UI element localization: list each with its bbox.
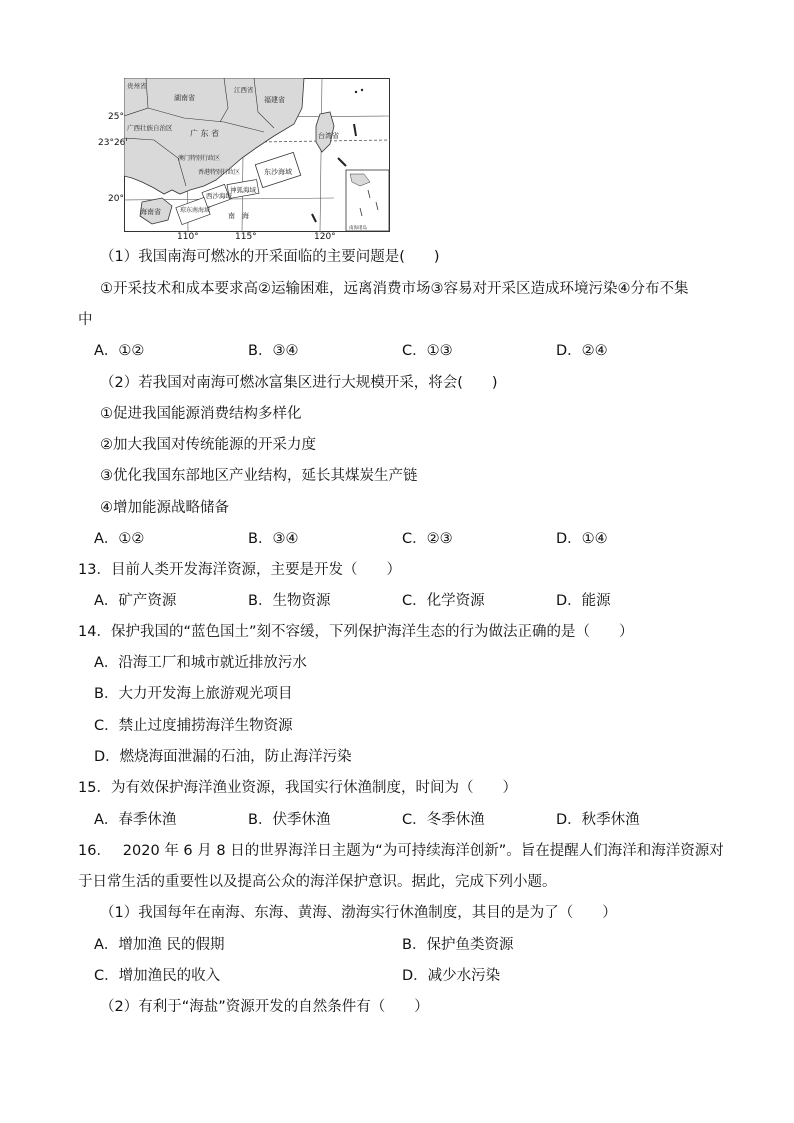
q12-sub2-statement-4: ④增加能源战略储备 bbox=[100, 500, 229, 516]
option-a[interactable]: A．①② bbox=[94, 343, 145, 359]
q15-options bbox=[94, 810, 640, 830]
map-label-guangxi: 广西壮族自治区 bbox=[127, 124, 173, 132]
q15-stem: 15．为有效保护海洋渔业资源，我国实行休渔制度，时间为（ ） bbox=[78, 780, 517, 796]
map-label-fujian: 福建省 bbox=[264, 96, 285, 104]
q13-options bbox=[94, 591, 611, 611]
q14-stem: 14．保护我国的“蓝色国土”刻不容缓，下列保护海洋生态的行为做法正确的是（ ） bbox=[78, 624, 634, 640]
q16-sub1-options-row2 bbox=[94, 966, 500, 986]
option-b[interactable]: B．③④ bbox=[248, 531, 299, 547]
option-c[interactable]: C．化学资源 bbox=[402, 593, 485, 609]
south-china-sea-map bbox=[124, 78, 390, 232]
map-label-dongsha: 东沙海域 bbox=[264, 168, 292, 176]
option-c[interactable]: C．②③ bbox=[402, 531, 453, 547]
option-d[interactable]: D．①④ bbox=[556, 531, 608, 547]
map-label-hainan: 海南省 bbox=[140, 208, 161, 216]
option-b[interactable]: B．③④ bbox=[248, 343, 299, 359]
q12-sub2-options bbox=[94, 529, 608, 549]
map-label-inset: 南海诸岛 bbox=[349, 226, 367, 231]
q12-sub2-stem: （2）若我国对南海可燃冰富集区进行大规模开采，将会( ) bbox=[100, 375, 498, 391]
map-label-nanhai: 南 海 bbox=[228, 212, 249, 220]
map-label-macau: 澳门特别行政区 bbox=[178, 155, 221, 162]
option-c[interactable]: C．①③ bbox=[402, 343, 453, 359]
map-label-taiwan: 台湾省 bbox=[318, 132, 339, 140]
option-b[interactable]: B．生物资源 bbox=[248, 593, 331, 609]
lon-label-120: 120° bbox=[314, 232, 336, 242]
option-a[interactable]: A．增加渔 民的假期 bbox=[94, 937, 225, 953]
q16-sub2-stem: （2）有利于“海盐”资源开发的自然条件有（ ） bbox=[100, 999, 429, 1015]
option-a[interactable]: A．①② bbox=[94, 531, 145, 547]
q16-stem-line1: 16． 2020 年 6 月 8 日的世界海洋日主题为“为可持续海洋创新”。旨在提醒人们海洋和海洋资源对 bbox=[78, 843, 724, 859]
lon-label-110: 110° bbox=[177, 232, 199, 242]
q16-stem-line2: 于日常生活的重要性以及提高公众的海洋保护意识。据此，完成下列小题。 bbox=[78, 874, 557, 890]
lat-label-2326: 23°26' bbox=[98, 138, 128, 148]
option-d[interactable]: D．秋季休渔 bbox=[556, 812, 640, 828]
map-label-guangdong: 广 东 省 bbox=[190, 129, 220, 138]
q14-option-b[interactable]: B．大力开发海上旅游观光项目 bbox=[94, 686, 293, 702]
q14-option-a[interactable]: A．沿海工厂和城市就近排放污水 bbox=[94, 655, 307, 671]
q16-sub1-stem: （1）我国每年在南海、东海、黄海、渤海实行休渔制度，其目的是为了（ ） bbox=[100, 905, 617, 921]
q14-option-d[interactable]: D．燃烧海面泄漏的石油，防止海洋污染 bbox=[94, 749, 352, 765]
map-label-xisha: 西沙海域 bbox=[206, 192, 232, 200]
q12-sub1-stem: （1）我国南海可燃冰的开采面临的主要问题是( ) bbox=[100, 249, 440, 265]
option-b[interactable]: B．保护鱼类资源 bbox=[402, 937, 514, 953]
map-figure bbox=[124, 78, 390, 232]
option-b[interactable]: B．伏季休渔 bbox=[248, 812, 331, 828]
map-label-shenhu: 神狐海域 bbox=[230, 186, 256, 194]
q13-stem: 13．目前人类开发海洋资源，主要是开发（ ） bbox=[78, 562, 401, 578]
q12-sub2-statement-2: ②加大我国对传统能源的开采力度 bbox=[100, 437, 316, 453]
lat-label-20: 20° bbox=[108, 194, 124, 204]
option-d[interactable]: D．减少水污染 bbox=[402, 968, 501, 984]
q12-sub1-options bbox=[94, 341, 608, 361]
option-c[interactable]: C．增加渔民的收入 bbox=[94, 968, 221, 984]
q16-sub1-options-row1 bbox=[94, 935, 513, 955]
q12-sub1-statements-line2: 中 bbox=[78, 312, 93, 328]
option-a[interactable]: A．春季休渔 bbox=[94, 812, 177, 828]
q12-sub2-statement-3: ③优化我国东部地区产业结构，延长其煤炭生产链 bbox=[100, 468, 418, 484]
option-d[interactable]: D．②④ bbox=[556, 343, 608, 359]
lat-label-25: 25° bbox=[108, 112, 124, 122]
q12-sub2-statement-1: ①促进我国能源消费结构多样化 bbox=[100, 406, 302, 422]
map-label-hongkong: 香港特别行政区 bbox=[198, 169, 241, 176]
option-a[interactable]: A．矿产资源 bbox=[94, 593, 177, 609]
map-label-hunan: 湖南省 bbox=[174, 94, 195, 102]
lon-label-115: 115° bbox=[235, 232, 257, 242]
option-c[interactable]: C．冬季休渔 bbox=[402, 812, 485, 828]
q12-sub1-statements-line1: ①开采技术和成本要求高②运输困难，远离消费市场③容易对开采区造成环境污染④分布不集 bbox=[100, 281, 689, 297]
map-label-jiangxi: 江西省 bbox=[234, 86, 254, 94]
option-d[interactable]: D．能源 bbox=[556, 593, 611, 609]
map-label-guizhou: 贵州省 bbox=[127, 82, 147, 90]
q14-option-c[interactable]: C．禁止过度捕捞海洋生物资源 bbox=[94, 718, 293, 734]
map-label-qiongdongnan: 琼东南海域 bbox=[180, 207, 211, 214]
